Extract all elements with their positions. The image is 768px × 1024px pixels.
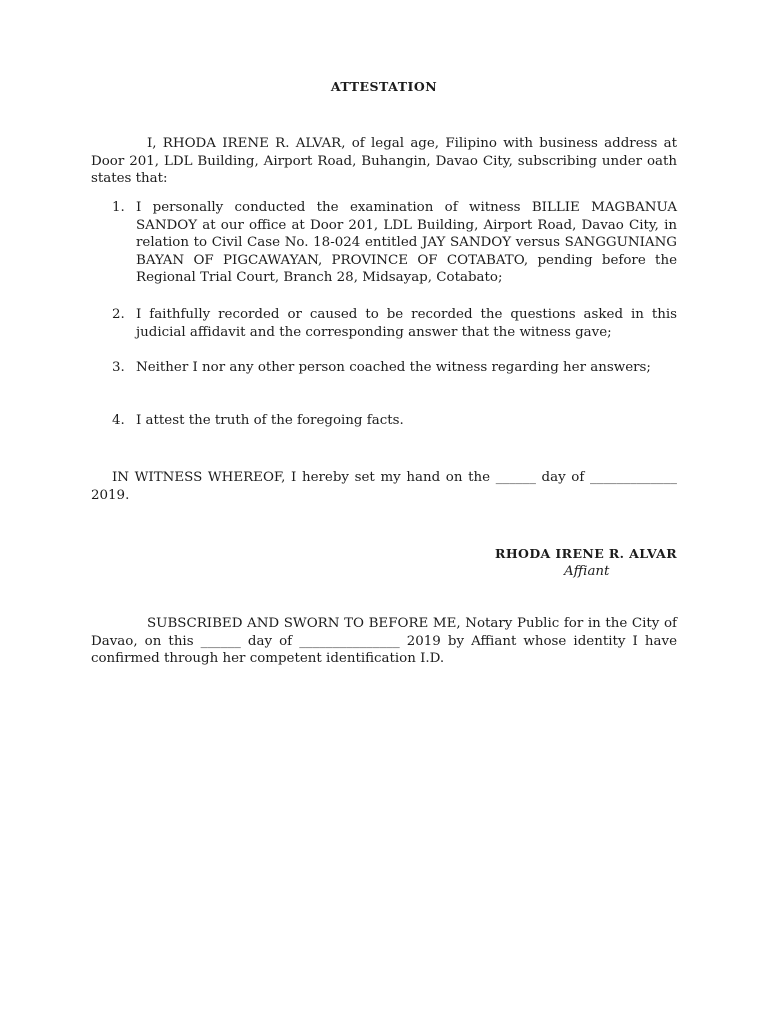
list-item-text: Neither I nor any other person coached the witness regarding her answers; (136, 360, 651, 375)
list-item-number: 3. (112, 360, 125, 375)
witness-clause: IN WITNESS WHEREOF, I hereby set my hand on the ______ day of _____________ 2019. (91, 470, 677, 503)
document-title: ATTESTATION (330, 79, 438, 94)
signatory-name: RHODA IRENE R. ALVAR (495, 546, 677, 561)
list-item (112, 412, 677, 430)
list-item (112, 306, 677, 341)
list-item-text: I attest the truth of the foregoing facts. (136, 413, 404, 428)
list-item-text: I personally conducted the examination of witness BILLIE MAGBANUA SANDOY at our office at Door 201, LDL Building, Airport Road, Davao City, in relation to Civil Case No. 18-024 entitled JAY SANDOY versus SANGGUNIANG BAYAN OF PIGCAWAYAN, PROVINCE OF COTABATO, pending before the Regional Trial Court, Branch 28, Midsayap, Cotabato; (136, 200, 677, 285)
intro-paragraph: I, RHODA IRENE R. ALVAR, of legal age, Filipino with business address at Door 201, LDL Building, Airport Road, Buhangin, Davao City, subscribing under oath states that: (91, 136, 677, 186)
list-item (112, 199, 677, 287)
signatory-role: Affiant (564, 564, 610, 579)
list-item-text: I faithfully recorded or caused to be recorded the questions asked in this judicial affidavit and the corresponding answer that the witness gave; (136, 307, 677, 340)
list-item-number: 1. (112, 200, 125, 215)
list-item-number: 2. (112, 307, 125, 322)
jurat-paragraph: SUBSCRIBED AND SWORN TO BEFORE ME, Notary Public for in the City of Davao, on this ______ day of _______________ 2019 by Affiant whose identity I have confirmed through her competent identification I.D. (91, 616, 677, 666)
list-item-number: 4. (112, 413, 125, 428)
list-item (112, 359, 677, 377)
